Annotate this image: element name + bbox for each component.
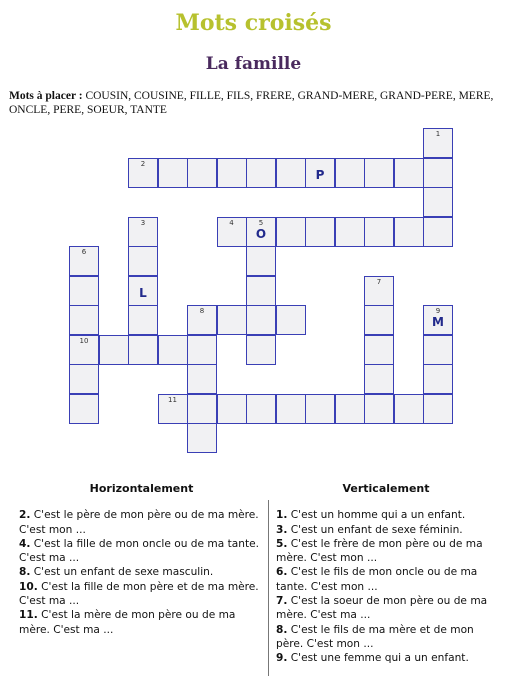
- clue-item: [19, 565, 264, 579]
- page-subtitle: La famille: [205, 54, 302, 74]
- cell-number: 2: [140, 159, 146, 168]
- clue-text: C'est le fils de mon oncle ou de ma tante. C'est mon ...: [276, 566, 478, 593]
- grid-cell[interactable]: [335, 394, 365, 424]
- grid-cell[interactable]: [364, 276, 394, 306]
- clue-text: C'est un enfant de sexe féminin.: [287, 523, 463, 536]
- clue-number: 9.: [276, 652, 288, 665]
- grid-cell[interactable]: [364, 394, 394, 424]
- clue-item: [276, 651, 496, 665]
- vertical-clue-list: [276, 508, 496, 665]
- cell-number: 6: [81, 248, 87, 256]
- grid-cell[interactable]: [246, 335, 276, 365]
- clue-text: C'est un homme qui a un enfant.: [287, 509, 466, 522]
- grid-cell[interactable]: [128, 158, 158, 188]
- grid-cell[interactable]: [187, 335, 217, 365]
- grid-cell[interactable]: [394, 217, 424, 247]
- clue-number: 5.: [276, 537, 288, 550]
- grid-cell[interactable]: [423, 394, 453, 424]
- grid-cell[interactable]: [128, 276, 158, 306]
- grid-cell[interactable]: [69, 246, 99, 276]
- clue-text: C'est le frère de mon père ou de ma mère. C'est mon ...: [276, 537, 483, 565]
- clue-text: C'est la soeur de mon père ou de ma mère. C'est ma ...: [276, 595, 488, 622]
- grid-cell[interactable]: [246, 158, 276, 188]
- horizontal-clues: [19, 482, 264, 637]
- clue-text: C'est une femme qui a un enfant.: [287, 652, 469, 665]
- cell-letter: M: [432, 315, 444, 329]
- clue-item: [276, 508, 496, 522]
- cell-letter: P: [315, 167, 325, 182]
- clue-number: 11.: [19, 609, 38, 622]
- grid-cell[interactable]: [364, 364, 394, 394]
- cell-number: 9: [435, 307, 441, 315]
- grid-cell[interactable]: [69, 305, 99, 335]
- grid-cell[interactable]: [364, 158, 394, 188]
- grid-cell[interactable]: [158, 335, 188, 365]
- grid-cell[interactable]: [305, 217, 335, 247]
- clue-number: 8.: [19, 566, 31, 579]
- clue-number: 10.: [19, 580, 38, 593]
- word-list-items: COUSIN, COUSINE, FILLE, FILS, FRERE, GRAND-MERE, GRAND-PERE, MERE, ONCLE, PERE, SOEUR, TANTE: [9, 90, 494, 116]
- grid-cell[interactable]: [69, 335, 99, 365]
- cell-number: 4: [229, 218, 234, 227]
- grid-cell[interactable]: [364, 335, 394, 365]
- horizontal-clue-list: [19, 508, 264, 637]
- grid-cell[interactable]: [276, 305, 306, 335]
- clue-number: 2.: [19, 509, 31, 522]
- grid-cell[interactable]: [246, 305, 276, 335]
- grid-cell[interactable]: [187, 158, 217, 188]
- grid-cell[interactable]: [69, 276, 99, 306]
- cell-number: 11: [168, 395, 177, 404]
- page-title: Mots croisés: [175, 10, 332, 36]
- clue-number: 8.: [276, 623, 288, 636]
- cell-number: 7: [376, 277, 382, 286]
- grid-cell[interactable]: [276, 217, 306, 247]
- clue-number: 7.: [276, 595, 288, 608]
- clue-text: C'est un enfant de sexe masculin.: [30, 566, 214, 579]
- clue-item: [276, 537, 496, 566]
- clue-text: C'est le fils de ma mère et de mon père. C'est mon ...: [276, 623, 474, 650]
- clue-text: C'est la fille de mon père et de ma mère. C'est ma ...: [19, 580, 259, 608]
- grid-cell[interactable]: [99, 335, 129, 365]
- grid-cell[interactable]: [394, 394, 424, 424]
- clue-item: [19, 580, 264, 609]
- grid-cell[interactable]: [423, 158, 453, 188]
- grid-cell[interactable]: [187, 394, 217, 424]
- grid-cell[interactable]: [394, 158, 424, 188]
- vertical-heading: Verticalement: [342, 482, 430, 495]
- grid-cell[interactable]: [128, 305, 158, 335]
- horizontal-heading: Horizontalement: [89, 482, 194, 495]
- clue-item: [276, 523, 496, 537]
- cell-number: 5: [258, 218, 264, 227]
- clue-item: [276, 565, 496, 594]
- cell-number: 8: [199, 307, 205, 315]
- grid-cell[interactable]: [187, 305, 217, 335]
- grid-cell[interactable]: [276, 158, 306, 188]
- grid-cell[interactable]: [158, 158, 188, 188]
- grid-cell[interactable]: [335, 217, 365, 247]
- cell-number: 10: [79, 336, 89, 345]
- grid-cell[interactable]: [364, 305, 394, 335]
- grid-cell[interactable]: [423, 364, 453, 394]
- grid-cell[interactable]: [423, 217, 453, 247]
- grid-cell[interactable]: [217, 217, 247, 247]
- grid-cell[interactable]: [187, 364, 217, 394]
- cell-letter: O: [255, 226, 267, 241]
- grid-cell[interactable]: [69, 364, 99, 394]
- clue-item: [19, 508, 264, 537]
- grid-cell[interactable]: [69, 394, 99, 424]
- clue-number: 1.: [276, 509, 288, 522]
- clue-item: [276, 623, 496, 652]
- grid-cell[interactable]: [364, 217, 394, 247]
- grid-cell[interactable]: [217, 305, 247, 335]
- grid-cell[interactable]: [246, 394, 276, 424]
- grid-cell[interactable]: [335, 158, 365, 188]
- word-list-label: Mots à placer :: [9, 90, 83, 102]
- grid-cell[interactable]: [128, 335, 158, 365]
- grid-cell[interactable]: [217, 394, 247, 424]
- grid-cell[interactable]: [423, 187, 453, 217]
- cell-number: 1: [435, 130, 441, 138]
- clue-item: [276, 594, 496, 623]
- grid-cell[interactable]: [276, 394, 306, 424]
- grid-cell[interactable]: [128, 246, 158, 276]
- clue-text: C'est la fille de mon oncle ou de ma tante. C'est ma ...: [19, 537, 259, 565]
- grid-cell[interactable]: [246, 246, 276, 276]
- vertical-clues: [276, 482, 496, 666]
- grid-cell[interactable]: [187, 423, 217, 453]
- grid-cell[interactable]: [246, 276, 276, 306]
- cell-letter: L: [139, 285, 147, 300]
- grid-cell[interactable]: [246, 217, 276, 247]
- cell-number: 3: [140, 218, 146, 227]
- grid-cell[interactable]: [217, 158, 247, 188]
- clue-text: C'est le père de mon père ou de ma mère. C'est mon ...: [19, 509, 259, 536]
- column-divider: [268, 500, 269, 676]
- grid-cell[interactable]: [128, 217, 158, 247]
- grid-cell[interactable]: [423, 128, 453, 158]
- clue-number: 3.: [276, 523, 288, 536]
- grid-cell[interactable]: [305, 158, 335, 188]
- clue-item: [19, 608, 264, 637]
- grid-cell[interactable]: [423, 305, 453, 335]
- grid-cell[interactable]: [423, 335, 453, 365]
- grid-cell[interactable]: [305, 394, 335, 424]
- clue-item: [19, 537, 264, 566]
- grid-cell[interactable]: [158, 394, 188, 424]
- clue-number: 6.: [276, 566, 288, 579]
- clue-text: C'est la mère de mon père ou de ma mère. C'est ma ...: [19, 609, 236, 636]
- clue-number: 4.: [19, 537, 31, 550]
